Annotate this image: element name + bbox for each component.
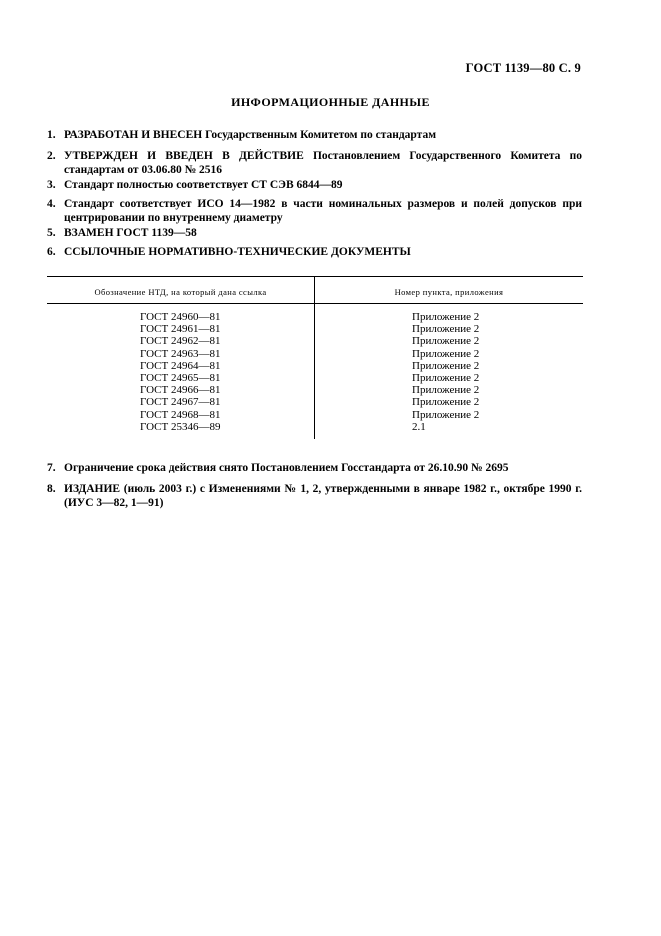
- table-cell: ГОСТ 25346—89: [140, 420, 221, 433]
- page-header-code: ГОСТ 1139—80 С. 9: [465, 61, 581, 75]
- list-item: [47, 461, 582, 475]
- table-cell: Приложение 2: [412, 372, 480, 385]
- item-number: 8.: [47, 483, 56, 495]
- list-item: [47, 128, 582, 142]
- table-cell: Приложение 2: [412, 396, 480, 409]
- table-cell: Приложение 2: [412, 359, 480, 372]
- item-text: Ограничение срока действия снято Постановлением Госстандарта от 26.10.90 № 2695: [64, 462, 509, 474]
- item-number: 5.: [47, 227, 56, 239]
- item-text: ССЫЛОЧНЫЕ НОРМАТИВНО-ТЕХНИЧЕСКИЕ ДОКУМЕНТЫ: [64, 246, 411, 258]
- item-text: Стандарт соответствует ИСО 14—1982 в части номинальных размеров и полей допусков при центрировании по внутреннему диаметру: [64, 198, 582, 224]
- list-item: [47, 149, 582, 177]
- item-number: 3.: [47, 179, 56, 191]
- item-number: 1.: [47, 129, 56, 141]
- table-column-ntd: [140, 311, 220, 433]
- item-text: ВЗАМЕН ГОСТ 1139—58: [64, 227, 197, 239]
- table-cell: Приложение 2: [412, 347, 480, 360]
- item-number: 2.: [47, 150, 56, 162]
- item-text: УТВЕРЖДЕН И ВВЕДЕН В ДЕЙСТВИЕ Постановлением Государственного Комитета по стандартам от 03.06.80 № 2516: [64, 150, 582, 176]
- table-cell: ГОСТ 24968—81: [140, 408, 221, 421]
- table-cell: ГОСТ 24964—81: [140, 359, 221, 372]
- table-cell: ГОСТ 24965—81: [140, 372, 221, 385]
- table-cell: Приложение 2: [412, 311, 480, 323]
- table-cell: ГОСТ 24967—81: [140, 396, 221, 409]
- item-text: ИЗДАНИЕ (июль 2003 г.) с Изменениями № 1, 2, утвержденными в январе 1982 г., октябре 1990 г. (ИУС 3—82, 1—91): [64, 483, 582, 509]
- list-item: [47, 197, 582, 225]
- item-text: РАЗРАБОТАН И ВНЕСЕН Государственным Комитетом по стандартам: [64, 129, 437, 141]
- table-cell: ГОСТ 24960—81: [140, 311, 221, 323]
- table-header-clause: Номер пункта, приложения: [394, 287, 504, 297]
- item-text: Стандарт полностью соответствует СТ СЭВ 6844—89: [64, 179, 343, 191]
- list-item: [47, 226, 582, 240]
- table-header-rule: [47, 303, 583, 304]
- table-cell: Приложение 2: [412, 384, 480, 397]
- table-top-rule: [47, 276, 583, 277]
- table-cell: ГОСТ 24961—81: [140, 323, 221, 336]
- table-cell: ГОСТ 24962—81: [140, 335, 221, 348]
- table-header-ntd: Обозначение НТД, на который дана ссылка: [94, 287, 267, 297]
- list-item: [47, 482, 582, 510]
- item-number: 4.: [47, 198, 56, 210]
- item-number: 7.: [47, 462, 56, 474]
- list-item: [47, 245, 582, 259]
- table-cell: ГОСТ 24966—81: [140, 384, 221, 397]
- item-number: 6.: [47, 246, 56, 258]
- table-cell: Приложение 2: [412, 408, 480, 421]
- list-item: [47, 178, 582, 192]
- table-cell: 2.1: [412, 420, 426, 433]
- page-title: ИНФОРМАЦИОННЫЕ ДАННЫЕ: [231, 95, 430, 109]
- table-cell: Приложение 2: [412, 323, 480, 336]
- table-cell: ГОСТ 24963—81: [140, 347, 221, 360]
- table-column-clause: [412, 311, 479, 433]
- table-cell: Приложение 2: [412, 335, 480, 348]
- table-column-divider: [314, 276, 315, 439]
